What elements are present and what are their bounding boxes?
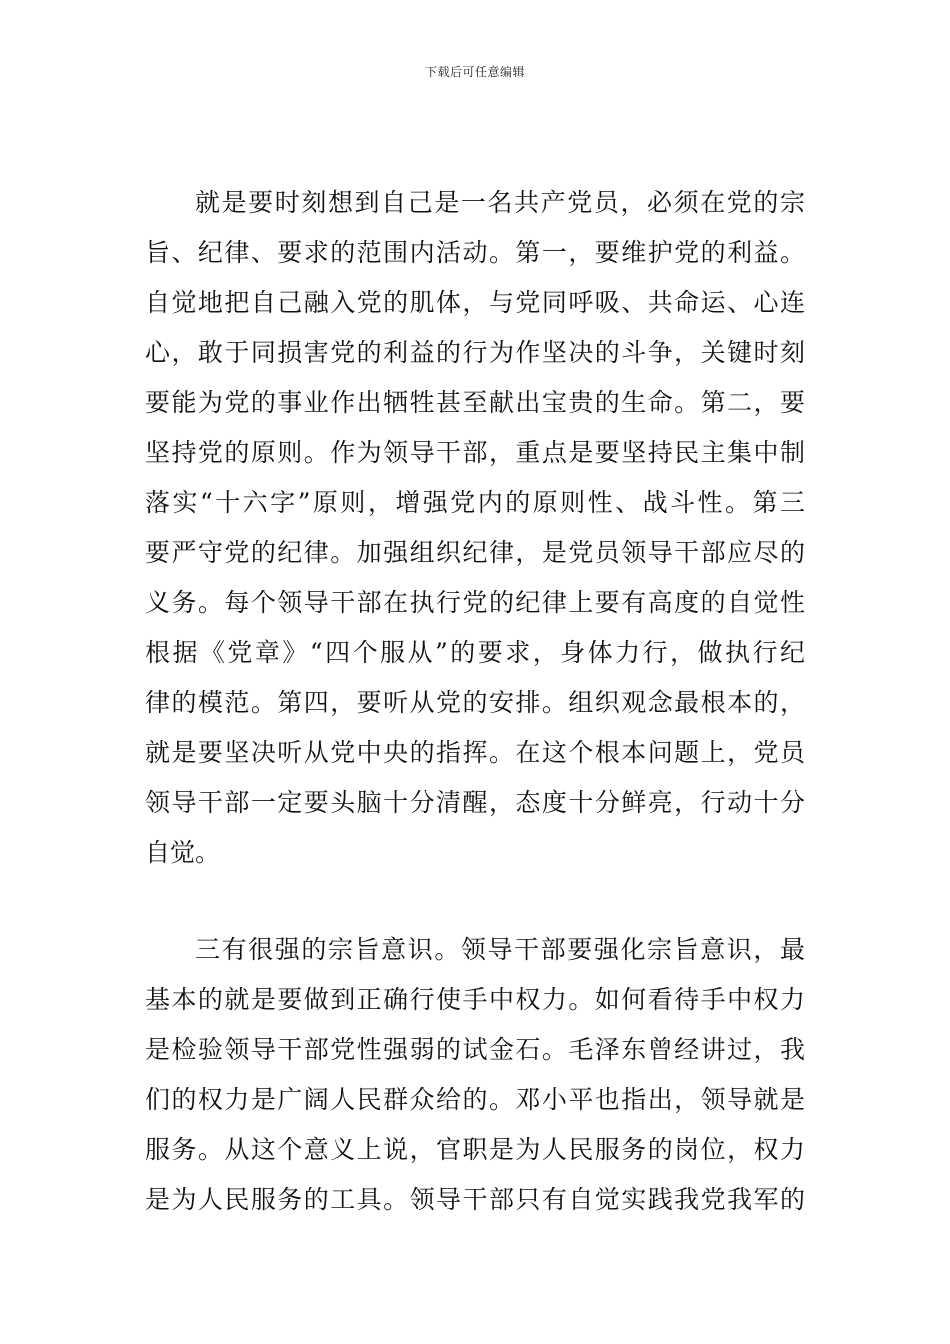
paragraph-line: 就是要时刻想到自己是一名共产党员，必须在党的宗 xyxy=(195,188,805,217)
paragraph-line: 自觉地把自己融入党的肌体，与党同呼吸、共命运、心连 xyxy=(145,288,805,317)
paragraph-line: 根据《党章》“四个服从”的要求，身体力行，做执行纪 xyxy=(145,638,805,667)
paragraph-line: 要严守党的纪律。加强组织纪律，是党员领导干部应尽的 xyxy=(145,538,805,567)
paragraph-2 xyxy=(145,925,805,1225)
paragraph-line: 是为人民服务的工具。领导干部只有自觉实践我党我军的 xyxy=(145,1185,805,1214)
paragraph-line: 要能为党的事业作出牺牲甚至献出宝贵的生命。第二，要 xyxy=(145,388,805,417)
paragraph-line: 落实“十六字”原则，增强党内的原则性、战斗性。第三 xyxy=(145,488,805,517)
paragraph-line: 心，敢于同损害党的利益的行为作坚决的斗争，关键时刻 xyxy=(145,338,805,367)
paragraph-line: 坚持党的原则。作为领导干部，重点是要坚持民主集中制 xyxy=(145,438,805,467)
paragraph-line: 领导干部一定要头脑十分清醒，态度十分鲜亮，行动十分 xyxy=(145,788,805,817)
paragraph-line: 基本的就是要做到正确行使手中权力。如何看待手中权力 xyxy=(145,985,805,1014)
page-header: 下载后可任意编辑 xyxy=(424,65,525,79)
paragraph-line: 是检验领导干部党性强弱的试金石。毛泽东曾经讲过，我 xyxy=(145,1035,805,1064)
paragraph-line: 自觉。 xyxy=(145,838,221,867)
paragraph-spacer xyxy=(145,878,805,925)
paragraph-line: 三有很强的宗旨意识。领导干部要强化宗旨意识，最 xyxy=(195,935,805,964)
paragraph-line: 们的权力是广阔人民群众给的。邓小平也指出，领导就是 xyxy=(145,1085,805,1114)
paragraph-1 xyxy=(145,178,805,878)
paragraph-line: 服务。从这个意义上说，官职是为人民服务的岗位，权力 xyxy=(145,1135,805,1164)
document-body xyxy=(145,178,805,1225)
paragraph-line: 旨、纪律、要求的范围内活动。第一，要维护党的利益。 xyxy=(145,238,805,267)
paragraph-line: 义务。每个领导干部在执行党的纪律上要有高度的自觉性 xyxy=(145,588,805,617)
paragraph-line: 律的模范。第四，要听从党的安排。组织观念最根本的， xyxy=(145,688,805,717)
paragraph-line: 就是要坚决听从党中央的指挥。在这个根本问题上，党员 xyxy=(145,738,805,767)
